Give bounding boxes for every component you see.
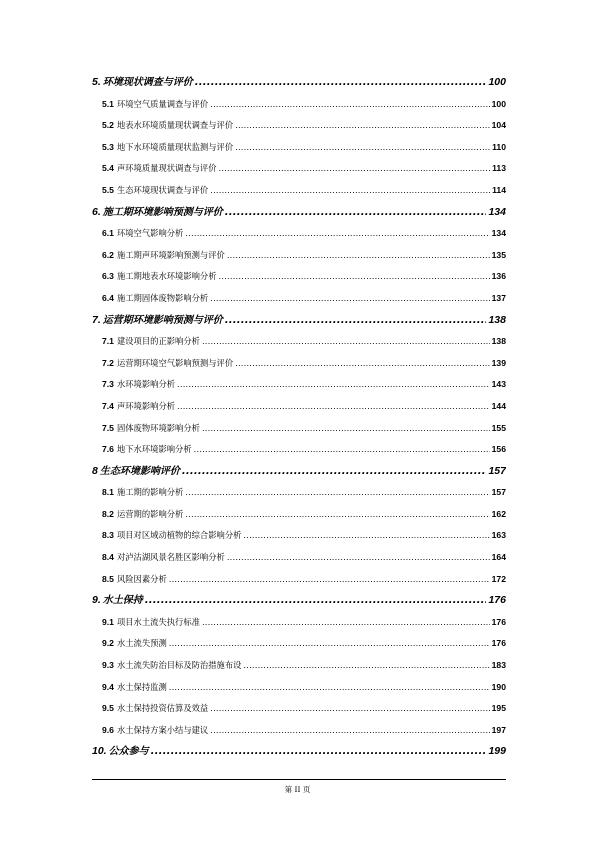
toc-entry-title: 施工期的影响分析 xyxy=(116,487,184,498)
toc-leader-dots xyxy=(182,461,487,483)
toc-leader-dots xyxy=(151,741,487,763)
toc-leader-dots xyxy=(219,158,491,180)
toc-leader-dots xyxy=(210,698,489,720)
toc-entry-number: 8.1 xyxy=(102,487,114,498)
toc-entry-number: 9.3 xyxy=(102,660,114,671)
toc-section-entry[interactable] xyxy=(92,698,506,720)
toc-entry-title: 公众参与 xyxy=(108,746,149,758)
toc-entry-title: 风险因素分析 xyxy=(116,573,167,584)
toc-entry-page: 176 xyxy=(488,594,506,607)
toc-leader-dots xyxy=(202,331,490,353)
toc-entry-page: 176 xyxy=(491,638,506,649)
toc-entry-page: 157 xyxy=(491,487,506,498)
toc-entry-page: 144 xyxy=(491,400,506,411)
toc-entry-title: 地表水环境质量现状调查与评价 xyxy=(116,120,234,131)
table-of-contents xyxy=(92,72,506,763)
toc-entry-number: 7. xyxy=(92,313,101,326)
toc-entry-number: 5.5 xyxy=(102,184,114,195)
toc-chapter-entry[interactable] xyxy=(92,461,506,483)
toc-entry-number: 5. xyxy=(92,76,101,88)
toc-section-entry[interactable] xyxy=(92,396,506,418)
toc-entry-number: 8.4 xyxy=(102,552,114,563)
toc-section-entry[interactable] xyxy=(92,504,506,526)
toc-section-entry[interactable] xyxy=(92,245,506,267)
toc-section-entry[interactable] xyxy=(92,266,506,288)
toc-section-entry[interactable] xyxy=(92,223,506,245)
toc-leader-dots xyxy=(227,547,490,569)
toc-chapter-entry[interactable] xyxy=(92,741,506,763)
toc-entry-number: 10. xyxy=(92,745,107,758)
toc-leader-dots xyxy=(219,266,490,288)
toc-leader-dots xyxy=(235,115,490,137)
toc-chapter-entry[interactable] xyxy=(92,72,506,94)
toc-entry-page: 190 xyxy=(491,681,506,692)
toc-chapter-entry[interactable] xyxy=(92,590,506,612)
toc-leader-dots xyxy=(145,590,487,612)
toc-entry-page: 172 xyxy=(491,573,506,584)
toc-entry-title: 对泸沽湖风景名胜区影响分析 xyxy=(116,552,225,563)
toc-entry-number: 9.4 xyxy=(102,681,114,692)
toc-entry-page: 100 xyxy=(488,76,506,88)
toc-leader-dots xyxy=(235,137,490,159)
toc-entry-title: 运营期环境影响预测与评价 xyxy=(102,314,223,326)
toc-section-entry[interactable] xyxy=(92,418,506,440)
toc-entry-title: 地下水环境影响分析 xyxy=(116,444,192,455)
toc-leader-dots xyxy=(169,633,490,655)
footer-rule xyxy=(92,779,506,780)
toc-entry-title: 环境空气质量调查与评价 xyxy=(116,98,209,109)
toc-entry-number: 9. xyxy=(92,594,101,607)
toc-section-entry[interactable] xyxy=(92,288,506,310)
toc-section-entry[interactable] xyxy=(92,547,506,569)
toc-entry-title: 生态环境现状调查与评价 xyxy=(116,184,209,195)
toc-entry-page: 137 xyxy=(491,292,506,303)
toc-section-entry[interactable] xyxy=(92,94,506,116)
toc-leader-dots xyxy=(202,612,490,634)
toc-section-entry[interactable] xyxy=(92,633,506,655)
page-number-footer: 第 II 页 xyxy=(284,785,311,794)
toc-section-entry[interactable] xyxy=(92,525,506,547)
toc-entry-page: 134 xyxy=(491,228,506,239)
toc-entry-page: 110 xyxy=(492,141,506,152)
toc-leader-dots xyxy=(202,418,490,440)
toc-entry-page: 100 xyxy=(491,98,506,109)
toc-entry-title: 施工期地表水环境影响分析 xyxy=(116,271,217,282)
toc-section-entry[interactable] xyxy=(92,158,506,180)
toc-entry-number: 6.1 xyxy=(102,228,114,239)
toc-entry-number: 5.3 xyxy=(102,141,114,152)
toc-section-entry[interactable] xyxy=(92,115,506,137)
toc-entry-number: 9.2 xyxy=(102,638,114,649)
toc-entry-title: 水土保持投资估算及效益 xyxy=(116,703,209,714)
toc-entry-page: 164 xyxy=(491,552,506,563)
toc-entry-number: 5.2 xyxy=(102,120,114,131)
toc-leader-dots xyxy=(225,310,487,332)
toc-section-entry[interactable] xyxy=(92,482,506,504)
toc-entry-number: 8 xyxy=(92,464,98,477)
toc-entry-title: 地下水环境质量现状监测与评价 xyxy=(116,141,234,152)
toc-section-entry[interactable] xyxy=(92,331,506,353)
toc-entry-title: 水土保持方案小结与建议 xyxy=(116,724,209,735)
toc-chapter-entry[interactable] xyxy=(92,310,506,332)
toc-entry-title: 水土保持监测 xyxy=(116,681,167,692)
toc-entry-page: 136 xyxy=(491,271,506,282)
toc-leader-dots xyxy=(227,245,490,267)
toc-section-entry[interactable] xyxy=(92,374,506,396)
toc-entry-number: 5.1 xyxy=(102,98,114,109)
toc-entry-number: 7.2 xyxy=(102,357,114,368)
toc-leader-dots xyxy=(225,202,487,224)
toc-entry-title: 项目对区域动植物的综合影响分析 xyxy=(116,530,242,541)
toc-entry-page: 104 xyxy=(491,120,506,131)
toc-section-entry[interactable] xyxy=(92,439,506,461)
toc-entry-title: 水环境影响分析 xyxy=(116,379,176,390)
toc-leader-dots xyxy=(185,223,489,245)
toc-leader-dots xyxy=(210,180,490,202)
toc-entry-title: 环境现状调查与评价 xyxy=(102,77,193,88)
toc-entry-title: 项目水土流失执行标准 xyxy=(116,616,200,627)
toc-section-entry[interactable] xyxy=(92,569,506,591)
toc-entry-page: 135 xyxy=(491,249,506,260)
toc-entry-page: 138 xyxy=(488,313,506,326)
toc-leader-dots xyxy=(169,569,490,591)
toc-entry-page: 157 xyxy=(488,464,506,477)
toc-entry-number: 7.4 xyxy=(102,400,114,411)
toc-entry-page: 113 xyxy=(492,163,506,174)
toc-entry-title: 施工期环境影响预测与评价 xyxy=(102,206,223,218)
toc-entry-page: 139 xyxy=(491,357,506,368)
toc-entry-page: 199 xyxy=(488,745,506,758)
toc-leader-dots xyxy=(210,720,489,742)
toc-section-entry[interactable] xyxy=(92,137,506,159)
toc-entry-title: 施工期声环境影响预测与评价 xyxy=(116,249,225,260)
toc-entry-page: 138 xyxy=(491,336,506,347)
toc-entry-number: 7.1 xyxy=(102,336,114,347)
toc-entry-title: 运营期的影响分析 xyxy=(116,508,184,519)
toc-section-entry[interactable] xyxy=(92,180,506,202)
toc-entry-number: 9.1 xyxy=(102,616,114,627)
toc-leader-dots xyxy=(243,655,489,677)
toc-leader-dots xyxy=(185,482,489,504)
toc-entry-number: 6.3 xyxy=(102,271,114,282)
toc-entry-title: 声环境影响分析 xyxy=(116,400,176,411)
toc-entry-page: 156 xyxy=(491,444,506,455)
toc-entry-page: 183 xyxy=(491,660,506,671)
toc-entry-number: 6.2 xyxy=(102,249,114,260)
toc-chapter-entry[interactable] xyxy=(92,202,506,224)
toc-entry-title: 水土流失防治目标及防治措施布设 xyxy=(116,660,242,671)
toc-entry-title: 建设项目的正影响分析 xyxy=(116,336,200,347)
toc-entry-title: 施工期固体废物影响分析 xyxy=(116,292,209,303)
toc-entry-title: 环境空气影响分析 xyxy=(116,228,184,239)
toc-section-entry[interactable] xyxy=(92,655,506,677)
toc-entry-title: 水土保持 xyxy=(102,595,143,607)
toc-section-entry[interactable] xyxy=(92,720,506,742)
toc-entry-number: 6. xyxy=(92,205,101,218)
toc-entry-page: 155 xyxy=(491,422,506,433)
toc-entry-number: 8.5 xyxy=(102,573,114,584)
toc-leader-dots xyxy=(210,288,489,310)
toc-entry-number: 7.6 xyxy=(102,444,114,455)
toc-entry-page: 197 xyxy=(491,724,506,735)
toc-entry-number: 8.3 xyxy=(102,530,114,541)
toc-section-entry[interactable] xyxy=(92,612,506,634)
toc-entry-number: 8.2 xyxy=(102,508,114,519)
toc-leader-dots xyxy=(243,525,489,547)
toc-entry-title: 水土流失预测 xyxy=(116,638,167,649)
toc-entry-number: 7.3 xyxy=(102,379,114,390)
toc-entry-title: 固体废物环境影响分析 xyxy=(116,422,200,433)
toc-leader-dots xyxy=(235,353,490,375)
toc-entry-title: 声环境质量现状调查与评价 xyxy=(116,163,217,174)
toc-entry-page: 143 xyxy=(491,379,506,390)
toc-entry-number: 9.6 xyxy=(102,724,114,735)
toc-entry-number: 9.5 xyxy=(102,703,114,714)
toc-entry-page: 195 xyxy=(491,703,506,714)
toc-leader-dots xyxy=(177,374,490,396)
toc-entry-page: 134 xyxy=(488,205,506,218)
toc-entry-page: 163 xyxy=(491,530,506,541)
toc-leader-dots xyxy=(210,94,489,116)
toc-leader-dots xyxy=(177,396,490,418)
toc-entry-title: 生态环境影响评价 xyxy=(99,465,180,477)
toc-leader-dots xyxy=(185,504,489,526)
toc-entry-page: 176 xyxy=(491,616,506,627)
toc-leader-dots xyxy=(195,72,487,94)
toc-section-entry[interactable] xyxy=(92,353,506,375)
toc-section-entry[interactable] xyxy=(92,677,506,699)
toc-entry-number: 7.5 xyxy=(102,422,114,433)
toc-entry-title: 运营期环境空气影响预测与评价 xyxy=(116,357,234,368)
toc-entry-number: 6.4 xyxy=(102,292,114,303)
toc-entry-page: 114 xyxy=(492,184,506,195)
toc-entry-page: 162 xyxy=(491,508,506,519)
toc-leader-dots xyxy=(194,439,490,461)
toc-leader-dots xyxy=(169,677,490,699)
toc-entry-number: 5.4 xyxy=(102,163,114,174)
